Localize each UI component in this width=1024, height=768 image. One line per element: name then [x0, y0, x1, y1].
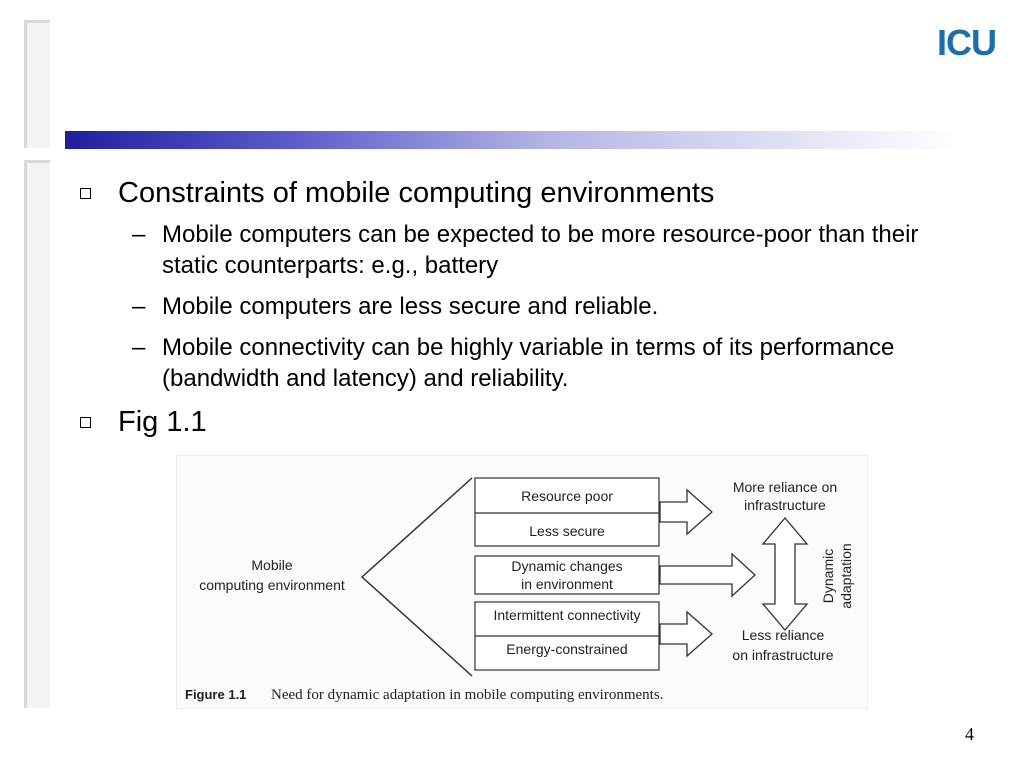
box-dynamic-line1: Dynamic changes	[511, 558, 623, 574]
double-arrow-vertical-icon	[763, 518, 807, 630]
icu-logo: ICU	[937, 22, 996, 63]
dash-bullet-icon: –	[132, 221, 146, 248]
dash-bullet-icon: –	[132, 334, 146, 361]
more-reliance-line2: infrastructure	[744, 497, 826, 513]
wedge-lines	[362, 478, 472, 676]
less-reliance-line2: on infrastructure	[732, 647, 834, 663]
figure-diagram	[177, 456, 867, 708]
sub-bullet-secure	[80, 291, 960, 322]
box-resource-poor: Resource poor	[521, 488, 613, 504]
figure-1-1	[176, 455, 868, 709]
slide-frame-left	[24, 160, 50, 708]
adaptation-label-line1: Dynamic	[820, 548, 836, 604]
box-less-secure: Less secure	[529, 523, 605, 539]
title-gradient-bar	[65, 131, 955, 149]
dash-bullet-icon: –	[132, 293, 146, 320]
box-energy: Energy-constrained	[506, 641, 628, 657]
source-label-line1: Mobile	[251, 557, 293, 573]
sub-bullet-resource	[80, 219, 960, 281]
sub-bullet-text: Mobile connectivity can be highly variable in terms of its performance (bandwidth and latency) and reliability.	[162, 334, 895, 392]
bullet-fig	[80, 404, 960, 440]
arrow-right-middle-icon	[660, 554, 755, 596]
sub-bullet-text: Mobile computers can be expected to be more resource-poor than their static counterparts: e.g., battery	[162, 221, 919, 279]
more-reliance-line1: More reliance on	[732, 479, 838, 495]
less-reliance-line1: Less reliance	[741, 627, 825, 643]
figure-caption-label: Figure 1.1	[185, 687, 247, 702]
bullet-text: Fig 1.1	[118, 406, 207, 438]
figure-caption-text: Need for dynamic adaptation in mobile computing environments.	[271, 687, 664, 703]
page-number: 4	[965, 724, 974, 744]
box-dynamic-line2: in environment	[521, 576, 613, 592]
sub-bullet-text: Mobile computers are less secure and reliable.	[162, 293, 659, 320]
slide-frame-top	[24, 20, 50, 148]
square-bullet-icon	[80, 417, 91, 428]
source-label-line2: computing environment	[199, 577, 345, 593]
arrow-right-bottom-icon	[660, 612, 712, 656]
square-bullet-icon	[80, 188, 91, 199]
slide-content	[80, 175, 960, 448]
arrow-right-top-icon	[660, 490, 712, 534]
box-intermittent: Intermittent connectivity	[493, 607, 641, 623]
sub-bullet-connectivity	[80, 332, 960, 394]
adaptation-label-line2: adaptation	[838, 543, 854, 609]
bullet-text: Constraints of mobile computing environments	[118, 177, 715, 209]
bullet-constraints	[80, 175, 960, 211]
